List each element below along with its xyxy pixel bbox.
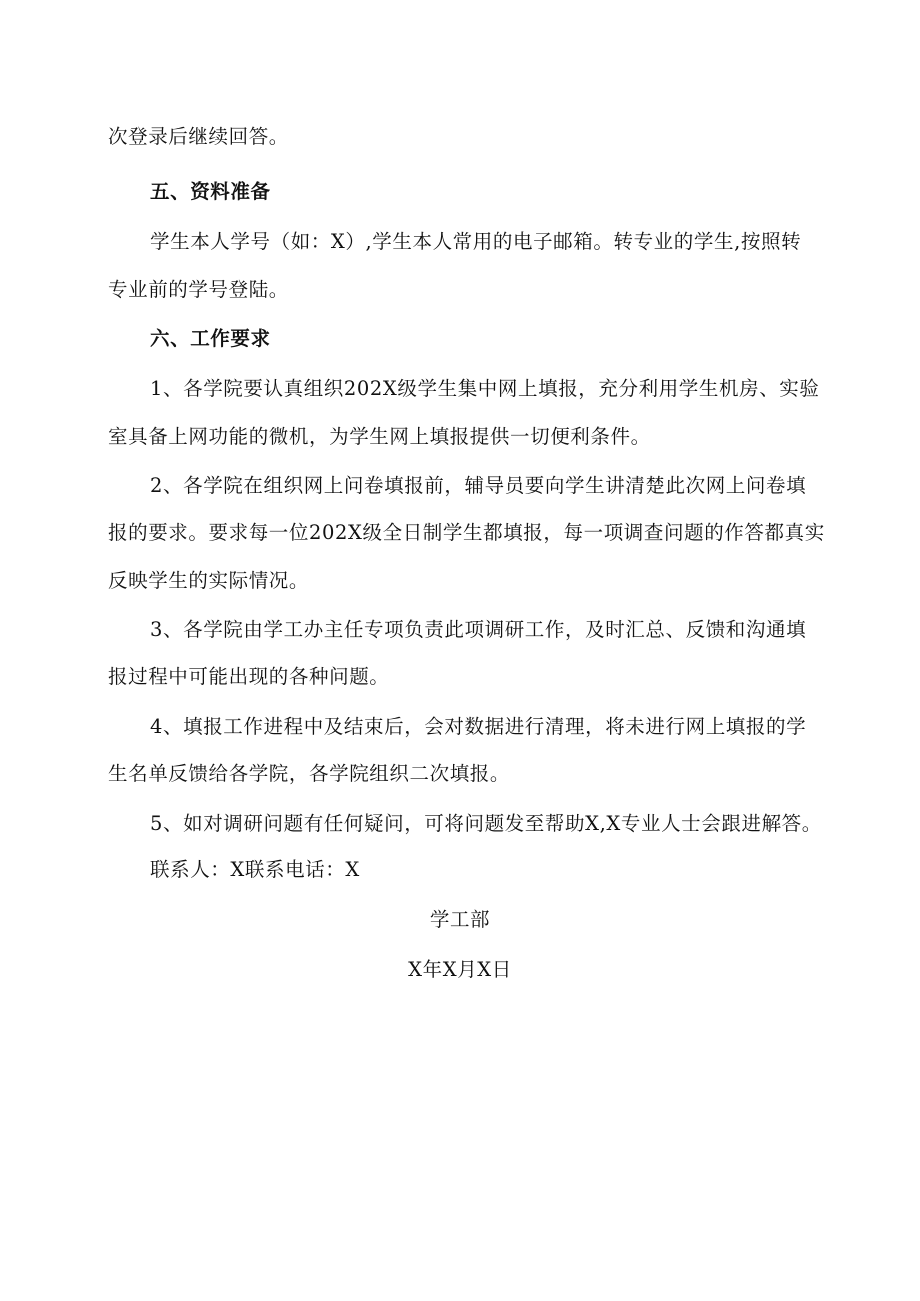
contact-line: 联系人：X联系电话：X (150, 858, 360, 881)
signature-date: X年X月X日 (408, 958, 512, 981)
signature-department: 学工部 (429, 908, 491, 931)
item-2-line: 报的要求。要求每一位202X级全日制学生都填报，每一项调查问题的作答都真实 (108, 521, 825, 544)
section-5-paragraph-line: 学生本人学号（如：X）,学生本人常用的电子邮箱。转专业的学生,按照转 (150, 230, 802, 253)
item-1-line: 1、各学院要认真组织202X级学生集中网上填报，充分利用学生机房、实验 (150, 377, 820, 400)
item-2-line: 2、各学院在组织网上问卷填报前，辅导员要向学生讲清楚此次网上问卷填 (150, 474, 807, 497)
section-5-paragraph-line: 专业前的学号登陆。 (108, 278, 289, 301)
item-1-line: 室具备上网功能的微机，为学生网上填报提供一切便利条件。 (108, 425, 651, 448)
item-5-line: 5、如对调研问题有任何疑问，可将问题发至帮助X,X专业人士会跟进解答。 (150, 812, 822, 835)
item-4-line: 生名单反馈给各学院，各学院组织二次填报。 (108, 762, 511, 785)
item-2-line: 反映学生的实际情况。 (108, 569, 310, 592)
item-3-line: 3、各学院由学工办主任专项负责此项调研工作，及时汇总、反馈和沟通填 (150, 618, 807, 641)
item-4-line: 4、填报工作进程中及结束后，会对数据进行清理，将未进行网上填报的学 (150, 715, 807, 738)
section-6-heading: 六、工作要求 (150, 327, 271, 350)
item-3-line: 报过程中可能出现的各种问题。 (108, 665, 390, 688)
carryover-text: 次登录后继续回答。 (108, 125, 289, 148)
section-5-heading: 五、资料准备 (150, 180, 271, 203)
